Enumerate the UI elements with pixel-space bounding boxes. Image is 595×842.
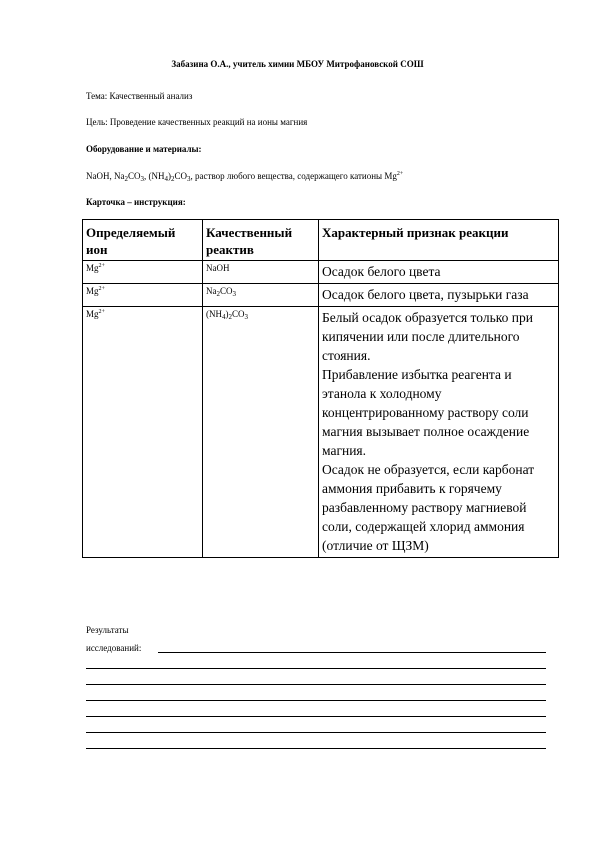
ion-charge: 2+: [98, 309, 105, 315]
results-label-2: исследований:: [86, 643, 142, 653]
header-sign: Характерный признак реакции: [319, 220, 559, 261]
reagents-line: [86, 170, 403, 182]
reagents-charge: 2+: [396, 171, 404, 177]
ion-cell: [83, 261, 203, 284]
reagents-naoh: NaOH, Na: [86, 171, 125, 181]
goal-line: Цель: Проведение качественных реакций на ионы магния: [86, 117, 308, 127]
table-row: [83, 261, 559, 284]
results-answer-line[interactable]: [86, 700, 546, 701]
card-title: Карточка – инструкция:: [86, 197, 186, 207]
reagents-sub: 4: [164, 175, 169, 183]
topic-line: Тема: Качественный анализ: [86, 91, 193, 101]
table-row: [83, 307, 559, 558]
results-answer-line[interactable]: [86, 716, 546, 717]
reagents-sub: 2: [124, 175, 128, 183]
reagent-formula: $(NH_4)_2CO_3$: [206, 309, 249, 321]
ion-cell: [83, 307, 203, 558]
results-answer-line[interactable]: [86, 732, 546, 733]
sign-cell: [319, 261, 559, 284]
instruction-table: [82, 219, 559, 558]
sign-text: Прибавление избытка реагента и этанола к холодному концентрированному раствору соли магния вызывает полное осаждение магния.: [322, 367, 530, 458]
sign-cell: [319, 284, 559, 307]
results-label: Результаты: [86, 625, 129, 635]
results-answer-line[interactable]: [86, 668, 546, 669]
reagents-paren: ): [168, 171, 172, 181]
document-header: Забазина О.А., учитель химии МБОУ Митрофановской СОШ: [171, 59, 424, 69]
header-ion: Определяемый ион: [83, 220, 203, 261]
ion-symbol: Mg: [86, 286, 99, 296]
sign-cell: [319, 307, 559, 558]
equipment-title: Оборудование и материалы:: [86, 144, 202, 154]
results-answer-line[interactable]: [86, 684, 546, 685]
reagent-cell: [203, 307, 319, 558]
reagents-sub: 3: [140, 175, 145, 183]
sign-text: Осадок не образуется, если карбонат аммония прибавить к горячему разбавленному раствору магниевой соли, содержащей хлорид аммония (отличие от ЩЗМ): [322, 462, 535, 553]
reagents-nh4: , (NH: [144, 171, 165, 181]
results-answer-line[interactable]: [158, 652, 546, 653]
ion-cell: [83, 284, 203, 307]
sign-text: Осадок белого цвета: [322, 264, 441, 279]
sign-text: Осадок белого цвета, пузырьки газа: [322, 287, 529, 302]
reagents-text: , раствор любого вещества, содержащего катионы Mg: [190, 171, 397, 181]
table-header-row: [83, 220, 559, 261]
ion-symbol: Mg: [86, 263, 99, 273]
header-reagent: Качественный реактив: [203, 220, 319, 261]
results-answer-line[interactable]: [86, 748, 546, 749]
reagent-cell: [203, 261, 319, 284]
ion-charge: 2+: [98, 286, 105, 292]
reagent-formula: $Na_2CO_3$: [206, 286, 237, 298]
reagent-cell: [203, 284, 319, 307]
sign-text: Белый осадок образуется только при кипячении или после длительного стояния.: [322, 310, 533, 363]
ion-symbol: Mg: [86, 309, 99, 319]
reagents-co3: CO: [128, 171, 141, 181]
reagents-sub: 3: [187, 175, 191, 183]
ion-charge: 2+: [98, 263, 105, 269]
table-row: [83, 284, 559, 307]
reagents-sub: 2: [171, 175, 175, 183]
reagents-co3: CO: [174, 171, 188, 181]
reagent-formula: NaOH: [206, 263, 230, 273]
